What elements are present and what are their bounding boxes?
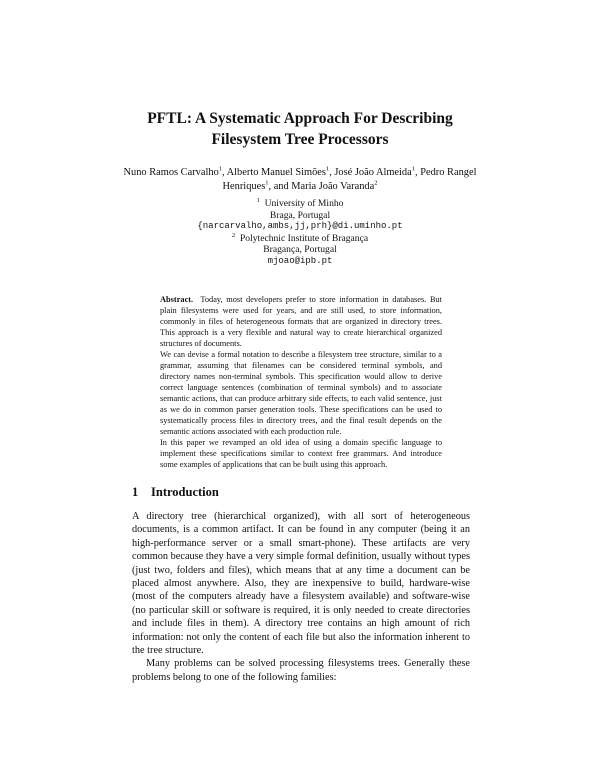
affil-1-city: Braga, Portugal — [269, 209, 331, 221]
author-5-affil: 2 — [374, 179, 378, 187]
author-sep: , — [414, 167, 421, 178]
author-4-cont: Henriques — [222, 181, 266, 192]
section-number: 1 — [132, 485, 139, 499]
abstract-paragraph-3: In this paper we revamped an old idea of using a domain specific language to implement these specifications similar to context free grammars. And introduce some examples of applications that can be built using this approach. — [160, 438, 442, 469]
body-paragraph-1: A directory tree (hierarchical organized), with all sort of heterogeneous documents, is a common artifact. It can be found in any computer (being it an high-performance server or a small smart-phone). These artifacts are very common because they have a very simple formal definition, usually without types (just two, folders and files), which means that at any time a document can be placed almost anywhere. Also, they are inexpensive to build, hardware-wise (most of the computers already have a filesystem available) and software-wise (no particular skill or software is required, it is only needed to create directories and include files in them). A directory tree contains an high amount of rich information: not only the content of each file but also the information inherent to the tree structure. — [132, 511, 470, 657]
author-2-affil: 1 — [325, 165, 330, 173]
section-heading-introduction — [132, 485, 219, 500]
affiliations — [150, 198, 450, 268]
abstract-text-1: Today, most developers prefer to store information in databases. But plain filesystems were used for years, and are still used, to store information, commonly in files of heterogeneous formats that are organized in directory trees. This approach is a very flexible and natural way to create hierarchical organized structures of documents. — [160, 295, 442, 348]
author-5: Maria João Varanda — [291, 181, 375, 192]
affil-2-email[interactable]: mjoao@ipb.pt — [267, 255, 333, 266]
abstract — [160, 294, 442, 470]
affil-1-name-line — [150, 198, 450, 210]
paper-title — [100, 108, 500, 150]
affil-1-email[interactable]: {narcarvalho,ambs,jj,prh}@di.uminho.pt — [197, 221, 403, 232]
title-line-1: PFTL: A Systematic Approach For Describing — [147, 110, 453, 127]
author-list — [110, 166, 490, 194]
body-text — [132, 510, 470, 684]
affil-2-name: Polytechnic Institute of Bragança — [239, 232, 369, 244]
author-3: José João Almeida — [334, 167, 412, 178]
affil-1-name: University of Minho — [264, 198, 344, 209]
abstract-paragraph-1 — [160, 294, 442, 349]
affil-2-name-line — [150, 233, 450, 245]
abstract-label: Abstract. — [160, 295, 194, 304]
author-4: Pedro Rangel — [420, 167, 477, 178]
author-3-affil: 1 — [411, 165, 415, 173]
body-paragraph-2: Many problems can be solved processing filesystems trees. Generally these problems belong to one of the following families: — [132, 658, 470, 683]
author-1: Nuno Ramos Carvalho — [123, 167, 219, 178]
author-sep: , — [329, 167, 335, 178]
author-and: , and — [268, 181, 292, 192]
author-1-affil: 1 — [218, 165, 223, 173]
affil-2-mark: 2 — [231, 231, 236, 239]
author-line-1 — [110, 166, 490, 180]
affil-2-city: Bragança, Portugal — [263, 244, 337, 256]
author-4-affil: 1 — [265, 179, 269, 187]
author-2: Alberto Manuel Simões — [226, 167, 326, 178]
abstract-paragraph-2: We can devise a formal notation to describe a filesystem tree structure, similar to a grammar, assuming that filenames can be considered terminal symbols, and directory names non-terminal symbols. This specification would allow to derive correct language sentences (combination of terminal symbols) and to associate semantic actions, that can produce arbitrary side effects, to each valid sentence, just as we do in common parser generation tools. These specifications can be used to systematically process files in directory trees, and the final result depends on the semantic actions associated with each production rule. — [160, 350, 442, 436]
section-title: Introduction — [151, 485, 219, 499]
author-sep: , — [222, 167, 227, 178]
affil-1-mark: 1 — [256, 196, 260, 204]
author-line-2 — [110, 180, 490, 194]
title-line-2: Filesystem Tree Processors — [211, 131, 389, 148]
